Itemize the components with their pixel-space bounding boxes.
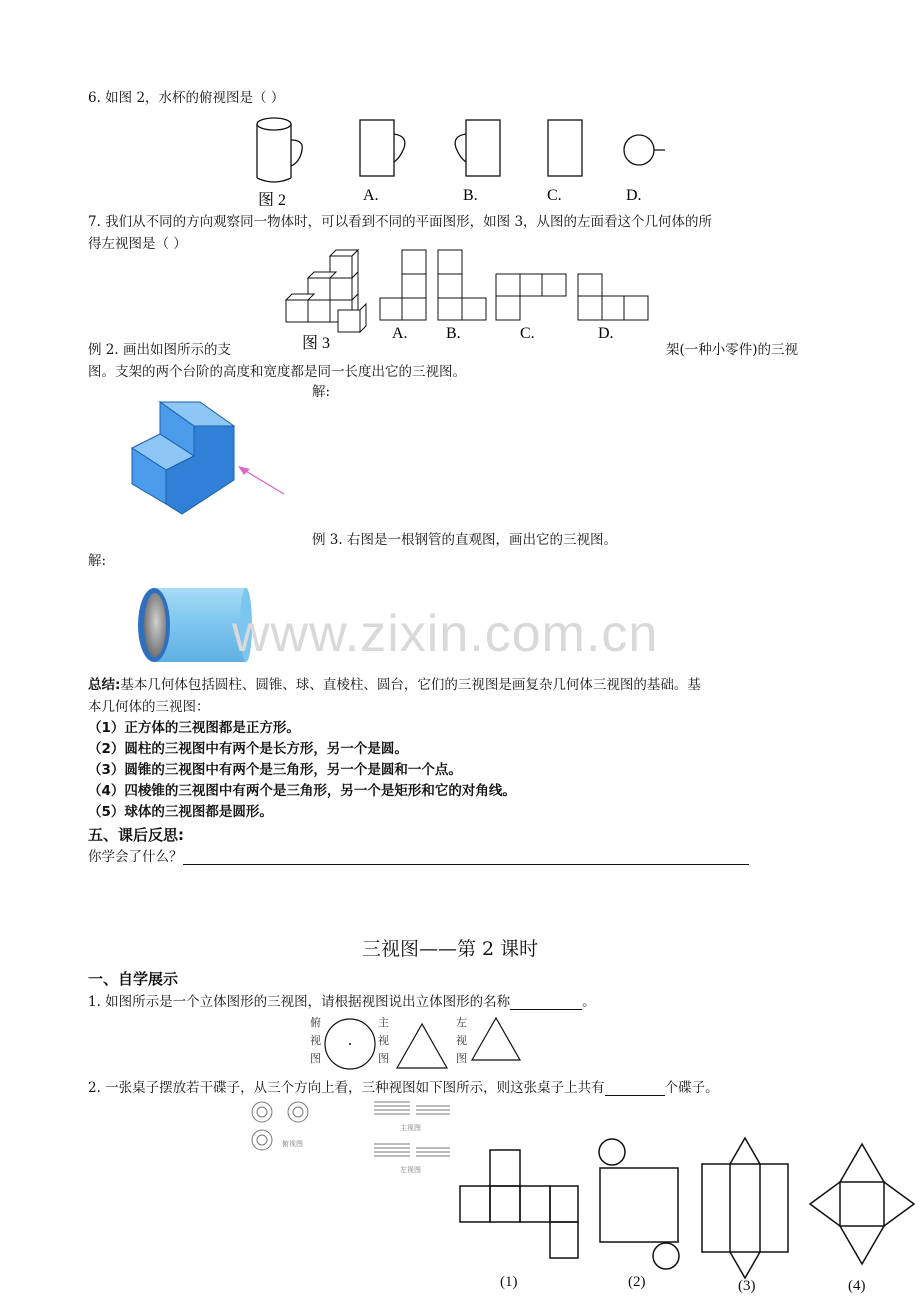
q7-fig-label: 图 3 [302,335,331,350]
summary-item-1: （1）正方体的三视图都是正方形。 [88,720,300,736]
q7-option-a: A. [392,325,408,342]
lesson2-section: 一、自学展示 [88,970,179,988]
front-view-triangle [397,1024,447,1068]
option-b-shape [455,120,500,176]
q7-line2: 得左视图是（ ） [88,236,187,252]
net-label-3: (3) [738,1278,756,1294]
lesson2-q1-text: 1. 如图所示是一个立体图形的三视图，请根据视图说出立体图形的名称 [88,994,511,1010]
q6-text: 6. 如图 2，水杯的俯视图是（ ） [88,90,285,106]
reflection-heading: 五、课后反思: [88,826,184,844]
summary-line2: 本几何体的三视图： [88,699,210,715]
lesson2-q2-end: 个碟子。 [664,1080,719,1096]
ex2-line1b: 架(一种小零件)的三视 [666,342,799,358]
reflection-prompt-row [88,849,749,865]
q7-option-c: C. [520,325,535,342]
reflection-answer-line[interactable] [183,849,749,865]
net-label-1: (1) [500,1274,518,1290]
option-a-shape [360,120,405,176]
front-view-label-1: 主 [378,1016,389,1029]
lesson2-q1 [88,994,596,1010]
top-view-apex [349,1043,351,1045]
option-c-shape [548,120,582,176]
q6-figure [250,106,670,206]
option-a-grid [380,250,426,320]
left-view-triangle [472,1018,520,1060]
ex2-line2: 图。支架的两个台阶的高度和宽度都是同一长度出它的三视图。 [88,364,466,380]
ex2-line1a: 例 2. 画出如图所示的支 [88,342,231,358]
plates-left-view [374,1144,450,1156]
plates-figure [240,1098,460,1178]
q7-option-b: B. [446,325,461,342]
option-b-grid [438,250,486,320]
lesson2-q2 [88,1080,719,1096]
plates-top-label: 俯视图 [282,1140,303,1148]
arrow-head-icon [238,466,250,475]
nets-figure [456,1132,920,1302]
q6-option-d: D. [626,187,642,204]
ex3-text: 例 3. 右图是一根钢管的直观图，画出它的三视图。 [312,532,617,548]
summary-line1 [88,677,701,693]
top-view-label-3: 图 [310,1052,321,1065]
left-view-label-1: 左 [456,1016,467,1029]
option-c-grid [496,274,566,320]
cup-icon [257,118,302,182]
front-view-label-3: 图 [378,1052,389,1065]
plates-front-label: 主视图 [400,1124,421,1132]
option-d-grid [578,274,648,320]
net-2-shape [599,1139,679,1269]
ex2-solve: 解: [312,384,331,400]
summary-item-3: （3）圆锥的三视图中有两个是三角形，另一个是圆和一个点。 [88,762,462,778]
summary-text-1: 基本几何体包括圆柱、圆锥、球、直棱柱、圆台，它们的三视图是画复杂几何体三视图的基础。基 [120,677,701,693]
bracket-figure [126,396,296,522]
summary-item-2: （2）圆柱的三视图中有两个是长方形，另一个是圆。 [88,741,408,757]
summary-item-5: （5）球体的三视图都是圆形。 [88,804,273,820]
lesson2-q2-text: 2. 一张桌子摆放若干碟子，从三个方向上看，三种视图如下图所示，则这张桌子上共有 [88,1080,605,1096]
net-label-2: (2) [628,1274,646,1290]
net-1-shape [460,1150,578,1258]
left-view-label-2: 视 [456,1034,467,1047]
lesson2-q1-end: 。 [582,994,596,1010]
lesson2-title: 三视图——第 2 课时 [362,938,539,960]
q1-answer-blank[interactable] [510,995,582,1010]
watermark: www.zixin.com.cn [232,605,659,663]
q6-option-a: A. [363,187,379,204]
reflection-prompt: 你学会了什么？ [88,849,183,865]
option-d-shape [624,135,665,165]
left-view-label-3: 图 [456,1052,467,1065]
three-views-figure [300,1012,530,1072]
plates-left-label: 左视图 [400,1166,421,1174]
q7-figure [270,244,670,350]
summary-item-4: （4）四棱锥的三视图中有两个是三角形，另一个是矩形和它的对角线。 [88,783,516,799]
q6-fig-label: 图 2 [258,192,287,206]
top-view-label-1: 俯 [310,1016,321,1029]
net-label-4: (4) [848,1278,866,1294]
top-view-label-2: 视 [310,1034,321,1047]
view-arrow [244,470,284,494]
q6-option-b: B. [463,187,478,204]
net-3-shape [702,1138,788,1278]
net-4-shape [810,1144,914,1264]
q7-option-d: D. [598,325,614,342]
bracket-icon [132,402,234,514]
front-view-label-2: 视 [378,1034,389,1047]
q7-line1: 7. 我们从不同的方向观察同一物体时，可以看到不同的平面图形，如图 3，从图的左面看这个几何体的所 [88,214,713,230]
cube-stack-icon [286,250,366,332]
summary-label: 总结: [88,677,121,693]
q6-option-c: C. [547,187,562,204]
plates-front-view [374,1102,450,1114]
ex3-solve: 解: [88,553,107,569]
q2-answer-blank[interactable] [605,1081,665,1096]
